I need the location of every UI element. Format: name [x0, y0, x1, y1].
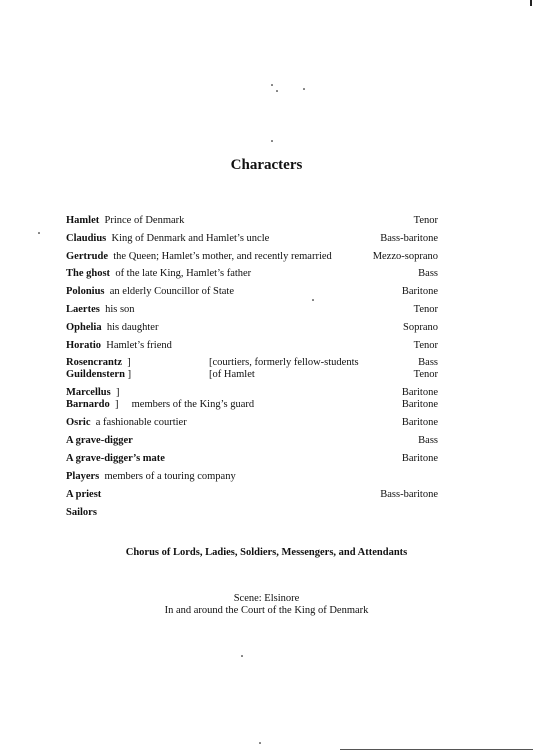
bracket: ] [127, 357, 131, 368]
character-name: The ghost [66, 268, 111, 279]
character-name: Gertrude [66, 251, 108, 262]
voice-type: Bass-baritone [380, 233, 438, 244]
chorus-line: Chorus of Lords, Ladies, Soldiers, Messengers, and Attendants [125, 547, 408, 558]
voice-type: Baritone [401, 453, 438, 464]
character-description: members of the King’s guard [131, 399, 255, 410]
character-description: a fashionable courtier [95, 417, 187, 428]
character-description: [of Hamlet [209, 369, 255, 380]
character-description: Prince of Denmark [104, 215, 185, 226]
scan-speck [271, 140, 273, 142]
voice-type: Soprano [403, 322, 438, 333]
scene-block [0, 593, 533, 617]
voice-type: Baritone [401, 399, 438, 410]
voice-type: Bass-baritone [380, 489, 438, 500]
scan-speck [276, 90, 278, 92]
character-description: of the late King, Hamlet’s father [115, 268, 252, 279]
character-name: A priest [66, 489, 102, 500]
voice-type: Tenor [413, 215, 438, 226]
voice-type: Tenor [413, 304, 438, 315]
character-name: Hamlet [66, 215, 100, 226]
voice-type: Tenor [413, 340, 438, 351]
character-description: Hamlet’s friend [106, 340, 172, 351]
character-description: the Queen; Hamlet’s mother, and recently remarried [113, 251, 332, 262]
character-name: Claudius [66, 233, 107, 244]
character-description: his daughter [106, 322, 159, 333]
character-name: Barnardo [66, 399, 110, 410]
scan-edge-line [340, 749, 533, 750]
character-description: members of a touring company [104, 471, 236, 482]
character-description: [courtiers, formerly fellow-students [209, 357, 359, 368]
character-name: Guildenstern [66, 369, 125, 380]
voice-type: Bass [418, 357, 438, 368]
character-description: his son [105, 304, 135, 315]
page-title: Characters [230, 157, 303, 173]
character-description: King of Denmark and Hamlet’s uncle [111, 233, 270, 244]
scene-setting: In and around the Court of the King of Denmark [164, 605, 369, 616]
character-description: an elderly Councillor of State [109, 286, 234, 297]
character-name: Ophelia [66, 322, 102, 333]
scan-edge-mark [530, 0, 532, 6]
character-name: Osric [66, 417, 91, 428]
bracket: ] [115, 399, 119, 410]
scan-speck [303, 88, 305, 90]
voice-type: Baritone [401, 417, 438, 428]
voice-type: Mezzo-soprano [372, 251, 438, 262]
scan-speck [312, 299, 314, 301]
voice-type: Baritone [401, 387, 438, 398]
bracket: ] [115, 387, 120, 398]
character-name: Marcellus [66, 387, 111, 398]
character-name: A grave-digger’s mate [66, 453, 165, 464]
voice-type: Tenor [413, 369, 438, 380]
character-name: Sailors [66, 507, 97, 518]
character-name: Polonius [66, 286, 105, 297]
bracket: ] [127, 369, 132, 380]
scan-speck [241, 655, 243, 657]
character-pair-marcellus-barnardo [66, 386, 438, 410]
scan-speck [38, 232, 40, 234]
character-name: Rosencrantz [66, 357, 122, 368]
character-pair-rosencrantz-guildenstern [66, 356, 438, 380]
character-name: Laertes [66, 304, 100, 315]
scan-speck [259, 742, 261, 744]
scene-location: Scene: Elsinore [233, 593, 300, 604]
voice-type: Bass [418, 268, 438, 279]
character-name: Horatio [66, 340, 101, 351]
scan-speck [271, 84, 273, 86]
character-name: Players [66, 471, 100, 482]
voice-type: Bass [418, 435, 438, 446]
character-name: A grave-digger [66, 435, 133, 446]
voice-type: Baritone [401, 286, 438, 297]
